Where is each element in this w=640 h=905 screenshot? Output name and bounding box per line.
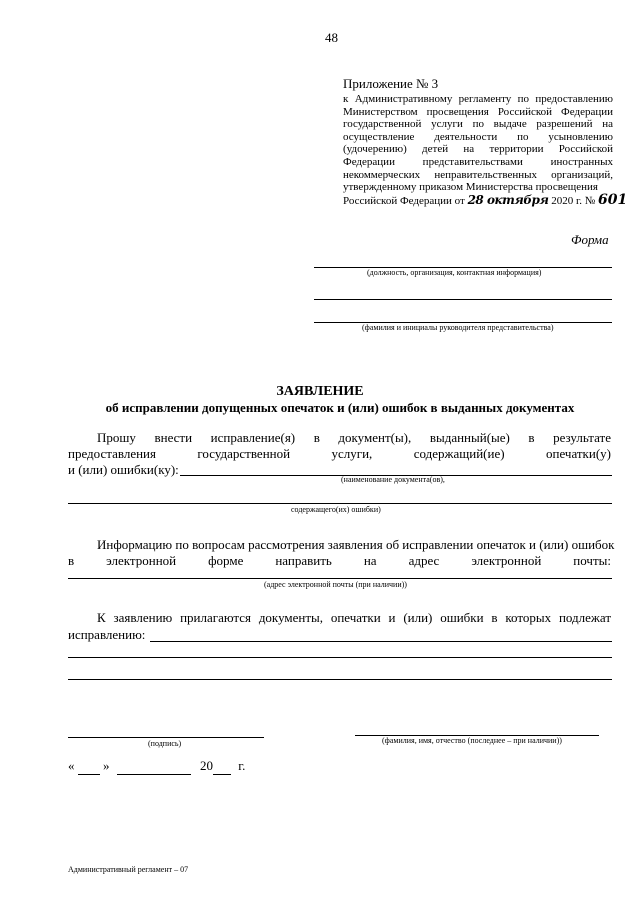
errors-field[interactable] <box>68 503 612 504</box>
handwritten-number: 601 <box>597 191 628 208</box>
appendix-title: Приложение № 3 <box>343 76 439 91</box>
appendix-line: Министерством просвещения Российской Федерации <box>343 105 613 118</box>
info-line-1: Информацию по вопросам рассмотрения заявления об исправлении опечаток и (или) ошибок <box>97 537 615 552</box>
caption-containing-errors: содержащего(их) ошибки) <box>291 505 381 514</box>
attachments-field-2[interactable] <box>68 657 612 658</box>
date-year-prefix: 20 <box>200 758 213 773</box>
form-label: Форма <box>571 232 609 247</box>
attachments-field-1[interactable] <box>150 641 612 642</box>
request-line-2: предоставления государственной услуги, содержащий(ие) опечатки(у) <box>68 446 611 461</box>
attachments-line-1: К заявлению прилагаются документы, опечатки и (или) ошибки в которых подлежат <box>97 610 611 625</box>
caption-signature: (подпись) <box>148 739 182 748</box>
addressee-caption-1: (должность, организация, контактная информация) <box>367 268 542 277</box>
appendix-text <box>343 93 628 208</box>
caption-email: (адрес электронной почты (при наличии)) <box>264 580 407 589</box>
date-year-field[interactable] <box>213 758 231 775</box>
attachments-field-3[interactable] <box>68 679 612 680</box>
footer-text: Административный регламент – 07 <box>68 865 189 874</box>
info-line-2: в электронной форме направить на адрес электронной почты: <box>68 553 611 568</box>
handwritten-date: 28 октября <box>467 192 549 207</box>
page-number: 48 <box>325 30 338 45</box>
date-row <box>68 758 245 775</box>
date-open-quote: « <box>68 758 75 773</box>
appendix-line: некоммерческих неправительственных организаций, <box>343 168 613 181</box>
statement-title: ЗАЯВЛЕНИЕ <box>276 384 364 399</box>
appendix-line: государственной услуги по выдаче разрешений на <box>343 118 613 131</box>
appendix-line: Федерации представительствами иностранных <box>343 155 613 168</box>
caption-document-names: (наименование документа(ов), <box>341 475 445 484</box>
appendix-line: утвержденному приказом Министерства просвещения <box>343 181 598 194</box>
addressee-line-2[interactable] <box>314 299 612 300</box>
date-day-field[interactable] <box>78 758 100 775</box>
statement-subtitle: об исправлении допущенных опечаток и (или) ошибок в выданных документах <box>105 400 575 415</box>
appendix-line: к Административному регламенту по предоставлению <box>343 93 613 105</box>
signature-field[interactable] <box>68 737 264 738</box>
email-field[interactable] <box>68 578 612 579</box>
request-line-3: и (или) ошибки(ку): <box>68 462 179 477</box>
appendix-line: осуществление деятельности по усыновлению <box>343 130 613 143</box>
appendix-last-prefix: Российской Федерации от <box>343 194 465 207</box>
date-close-quote: » <box>103 758 110 773</box>
addressee-caption-2: (фамилия и инициалы руководителя представительства) <box>362 323 554 332</box>
appendix-line: (удочерению) детей на территории Российской <box>343 143 613 156</box>
date-year-suffix: г. <box>238 758 246 773</box>
attachments-line-2: исправлению: <box>68 627 146 642</box>
date-month-field[interactable] <box>117 758 191 775</box>
request-line-1: Прошу внести исправление(я) в документ(ы), выданный(ые) в результате <box>97 430 611 445</box>
appendix-year: 2020 г. № <box>551 194 596 207</box>
appendix-last-line <box>343 191 628 208</box>
caption-full-name: (фамилия, имя, отчество (последнее – при наличии)) <box>382 736 562 745</box>
